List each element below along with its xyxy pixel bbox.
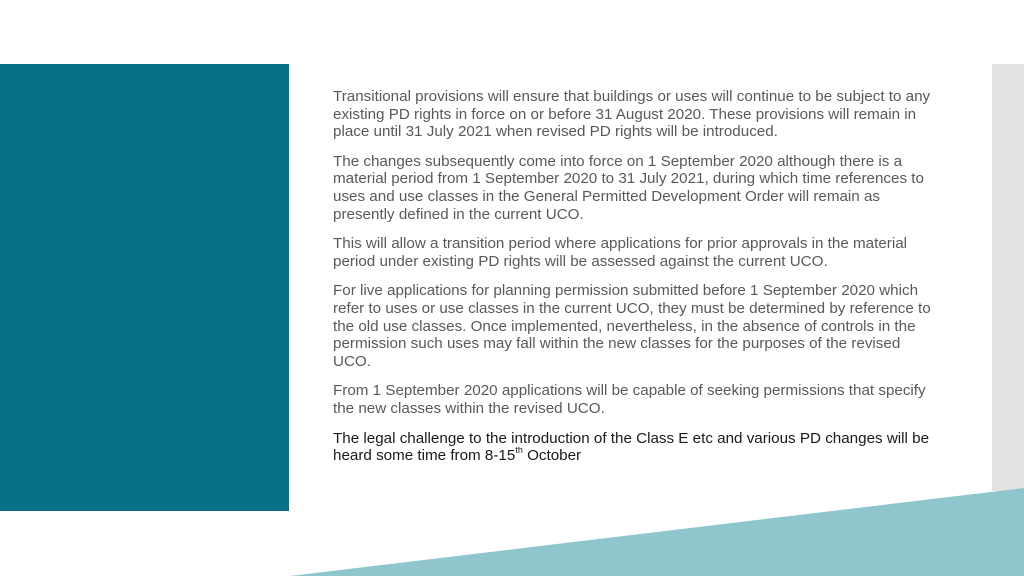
paragraph-live-applications: For live applications for planning permission submitted before 1 September 2020 which refer to uses or use classes in the current UCO, they must be determined by reference to the old use classes. Once implemented, nevertheless, in the absence of controls in the permission such uses may fall within the new classes for the purposes of the revised UCO. xyxy=(333,282,931,370)
ordinal-suffix: th xyxy=(515,445,523,456)
legal-challenge-month: October xyxy=(522,447,582,465)
legal-challenge-text: The legal challenge to the introduction of the Class E etc and various PD changes will be heard some time from 8-15 xyxy=(333,429,930,465)
paragraph-from-september: From 1 September 2020 applications will be capable of seeking permissions that specify the new classes within the revised UCO. xyxy=(333,382,926,417)
light-teal-wedge xyxy=(290,488,1024,576)
paragraph-legal-challenge xyxy=(333,430,935,465)
slide-text-body xyxy=(333,88,935,477)
paragraph-changes-come-into-force: The changes subsequently come into force on 1 September 2020 although there is a material period from 1 September 2020 to 31 July 2021, during which time references to uses and use classes in the General Permitted Development Order will remain as presently defined in the current UCO. xyxy=(333,152,924,223)
paragraph-transition-period: This will allow a transition period where applications for prior approvals in the material period under existing PD rights will be assessed against the current UCO. xyxy=(333,235,908,270)
paragraph-transitional-provisions: Transitional provisions will ensure that buildings or uses will continue to be subject to any existing PD rights in force on or before 31 August 2020. These provisions will remain in place until 31 July 2021 when revised PD rights will be introduced. xyxy=(333,88,931,141)
